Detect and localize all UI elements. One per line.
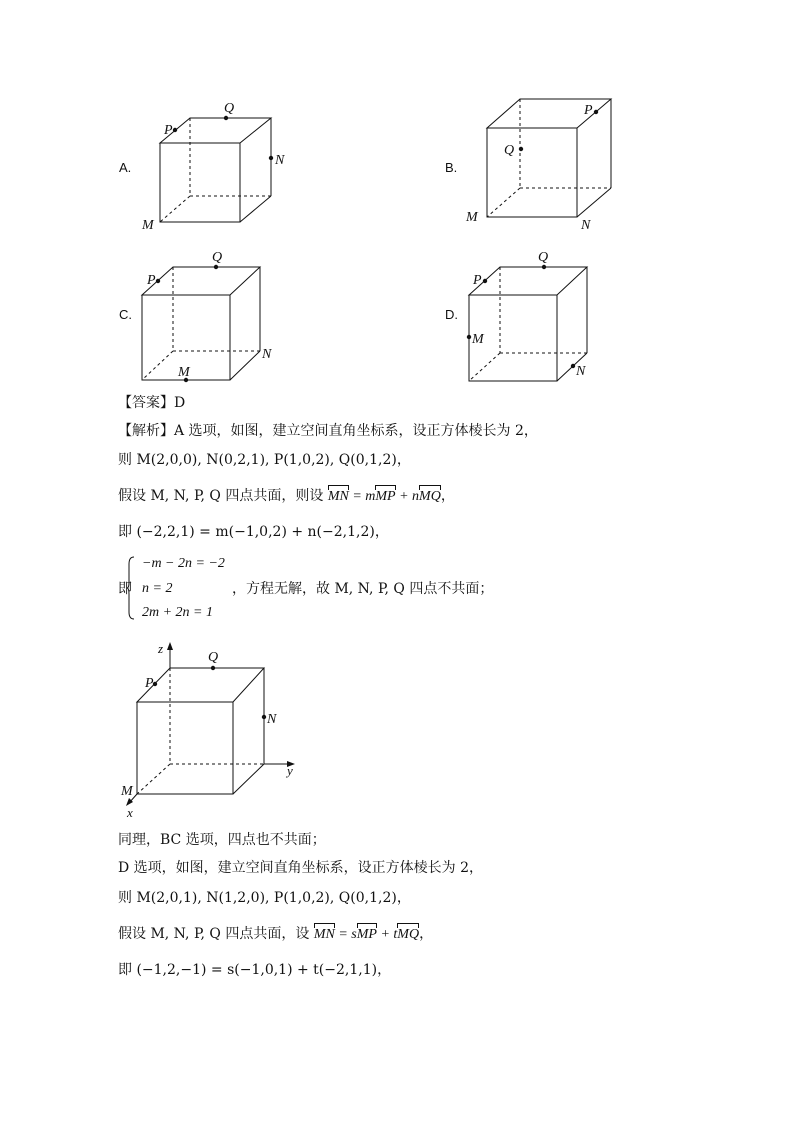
vector-mp: MP xyxy=(375,489,396,504)
point-label-n: N xyxy=(262,347,272,362)
point-label-m: M xyxy=(466,210,478,225)
point-label-p: P xyxy=(584,103,593,118)
vector-mn: MN xyxy=(327,489,349,504)
analysis-line-3-prefix: 假设 M, N, P, Q 四点共面，则设 xyxy=(118,488,328,504)
analysis-line-8-suffix: ， xyxy=(419,926,434,942)
analysis-line-3-suffix: ， xyxy=(440,488,455,504)
system-eq-3: 2m + 2n = 1 xyxy=(142,605,214,620)
option-a-label: A. xyxy=(119,160,132,175)
point-label-p: P xyxy=(145,676,154,691)
point-label-m: M xyxy=(142,218,154,233)
option-b-label: B. xyxy=(445,160,458,175)
axis-label-x: x xyxy=(127,805,133,820)
system-eq-2: n = 2 xyxy=(142,581,173,596)
point-label-q: Q xyxy=(208,650,219,665)
point-label-n: N xyxy=(267,712,277,727)
vector-mn: MN xyxy=(313,927,335,942)
cube-figure-d xyxy=(460,240,640,390)
cube-figure-c xyxy=(130,240,310,390)
point-label-m: M xyxy=(472,332,484,347)
point-label-q: Q xyxy=(212,250,223,265)
option-c-label: C. xyxy=(119,307,132,322)
system-prefix: 即 xyxy=(118,581,132,597)
system-suffix: ，方程无解，故 M, N, P, Q 四点不共面； xyxy=(232,581,494,597)
coordinate-cube-figure xyxy=(115,640,315,825)
analysis-line-2: 则 M(2,0,0), N(0,2,1), P(1,0,2), Q(0,1,2)， xyxy=(118,452,411,468)
vector-mq: MQ xyxy=(397,927,420,942)
brace-icon xyxy=(127,556,135,620)
analysis-line-8-mid2: + t xyxy=(376,927,398,942)
point-label-q: Q xyxy=(504,143,515,158)
analysis-line-9: 即 (−1,2,−1) = s(−1,0,1) + t(−2,1,1)， xyxy=(118,962,392,978)
system-eq-1: −m − 2n = −2 xyxy=(142,556,225,571)
analysis-line-4: 即 (−2,2,1) = m(−1,0,2) + n(−2,1,2)， xyxy=(118,524,389,540)
analysis-line-7: 则 M(2,0,1), N(1,2,0), P(1,0,2), Q(0,1,2)， xyxy=(118,890,411,906)
point-label-m: M xyxy=(121,784,133,799)
analysis-line-3-mid2: + n xyxy=(395,489,420,504)
axis-label-z: z xyxy=(158,641,164,656)
answer-line: 【答案】D xyxy=(118,395,186,411)
analysis-line-1: 【解析】A 选项，如图，建立空间直角坐标系，设正方体棱长为 2， xyxy=(118,423,538,439)
point-label-m: M xyxy=(178,365,190,380)
point-label-n: N xyxy=(576,364,586,379)
cube-figure-a xyxy=(130,90,310,240)
point-label-p: P xyxy=(164,123,173,138)
point-label-q: Q xyxy=(538,250,549,265)
vector-mq: MQ xyxy=(419,489,441,504)
analysis-line-6: D 选项，如图，建立空间直角坐标系，设正方体棱长为 2， xyxy=(118,860,484,876)
option-d-label: D. xyxy=(445,307,458,322)
analysis-line-3-mid1: = m xyxy=(348,489,376,504)
analysis-line-5: 同理，BC 选项，四点也不共面； xyxy=(118,832,326,848)
point-label-p: P xyxy=(147,273,156,288)
analysis-line-8 xyxy=(118,925,433,944)
point-label-p: P xyxy=(473,273,482,288)
point-label-n: N xyxy=(275,153,285,168)
analysis-line-3 xyxy=(118,487,455,506)
analysis-line-8-mid1: = s xyxy=(334,927,357,942)
axis-label-y: y xyxy=(287,763,293,778)
analysis-line-8-prefix: 假设 M, N, P, Q 四点共面，设 xyxy=(118,926,314,942)
point-label-q: Q xyxy=(224,101,235,116)
point-label-n: N xyxy=(581,218,591,233)
cube-figure-b xyxy=(460,90,640,240)
vector-mp: MP xyxy=(356,927,377,942)
